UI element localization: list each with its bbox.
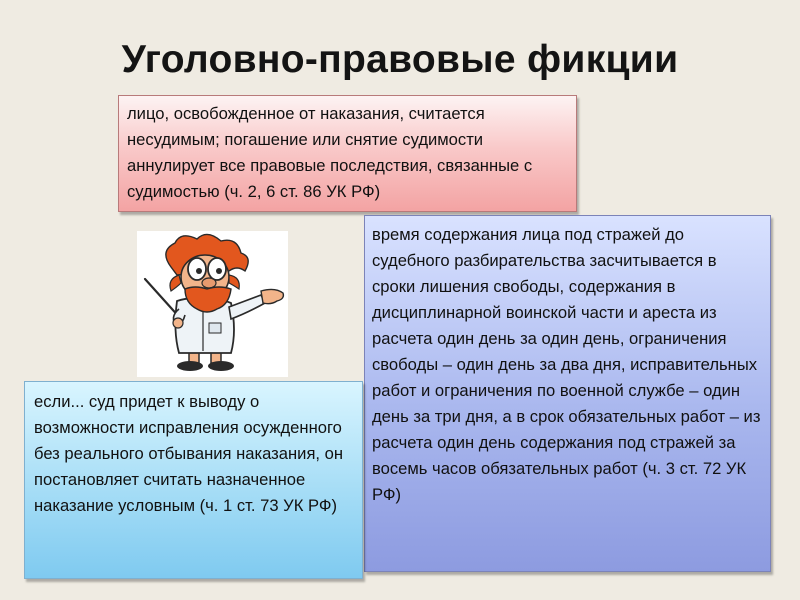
fiction-box-probation [24,381,363,579]
fiction-box-conviction [118,95,577,212]
slide-title: Уголовно-правовые фикции [121,38,679,81]
fiction-text-probation: если... суд придет к выводу о возможности исправления осужденного без реального отбывания наказания, он постановляет считать назначенное наказание условным (ч. 1 ст. 73 УК РФ) [34,392,344,515]
fiction-text-detention: время содержания лица под стражей до судебного разбирательства засчитывается в сроки лишения свободы, содержания в дисциплинарной воинской части и ареста из расчета один день за один день, ограничения свободы – один день за два дня, исправительных работ и ограничения по военной службе – один день за три дня, а в срок обязательных работ – из расчета один день содержания под стражей за восемь часов обязательных работ (ч. 3 ст. 72 УК РФ) [372,225,761,504]
fiction-box-detention [364,215,771,572]
cartoon-professor-icon [137,231,288,377]
fiction-text-conviction: лицо, освобожденное от наказания, считается несудимым; погашение или снятие судимости аннулирует все правовые последствия, связанные с судимостью (ч. 2, 6 ст. 86 УК РФ) [127,104,533,201]
